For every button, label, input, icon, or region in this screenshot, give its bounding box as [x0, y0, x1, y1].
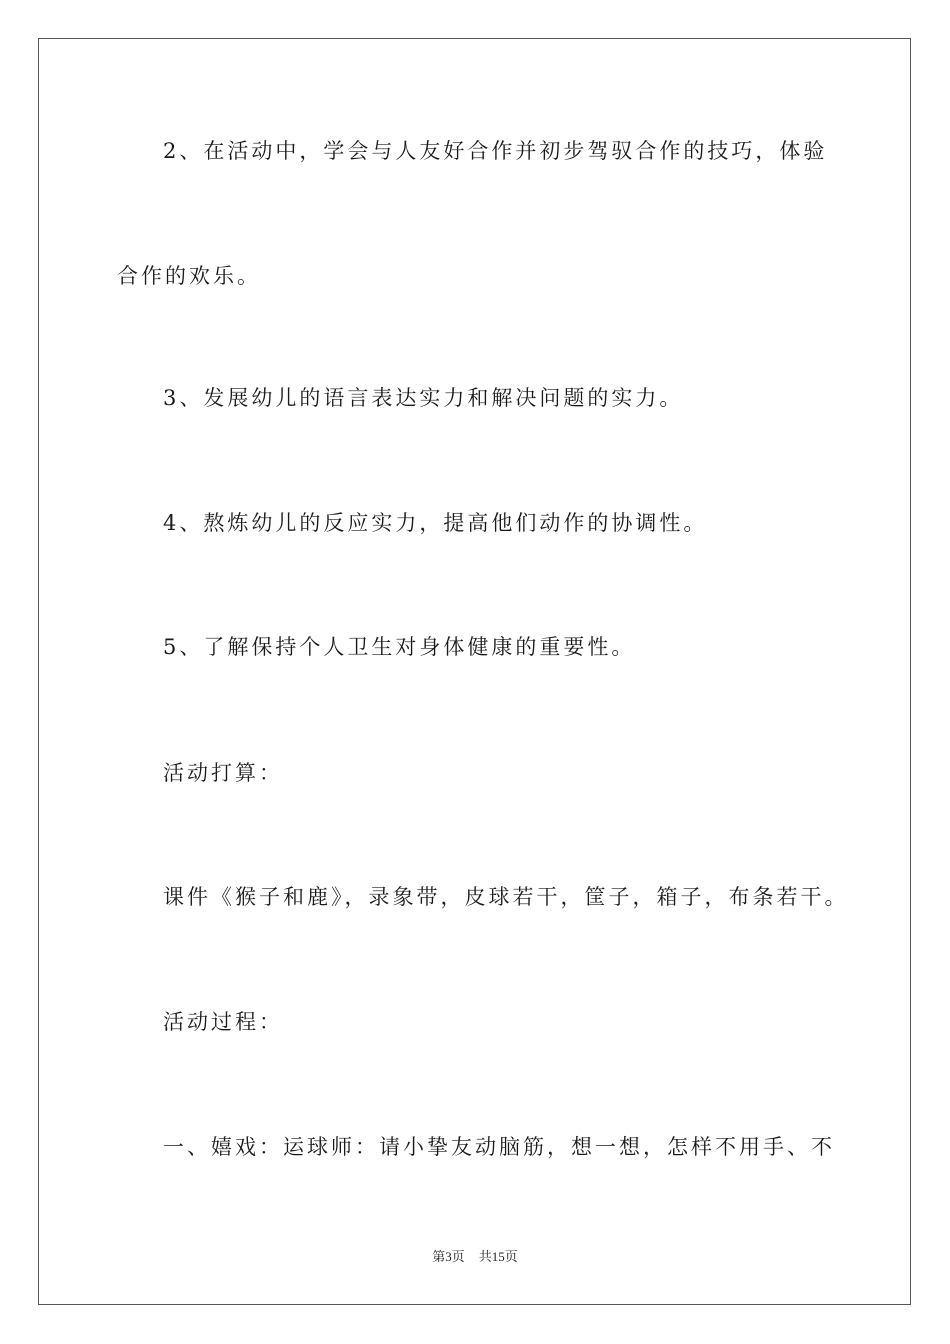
goal-2-line-1: 2、在活动中，学会与人友好合作并初步驾驭合作的技巧，体验	[163, 139, 828, 163]
goal-4: 4、熬炼幼儿的反应实力，提高他们动作的协调性。	[163, 511, 708, 535]
page-number: 第3页	[432, 1249, 465, 1264]
goal-5: 5、了解保持个人卫生对身体健康的重要性。	[163, 635, 636, 659]
page-total: 共15页	[478, 1249, 518, 1264]
process-step-1: 一、嬉戏：运球师：请小挚友动脑筋，想一想，怎样不用手、不	[163, 1135, 835, 1159]
preparation-materials: 课件《猴子和鹿》，录象带，皮球若干，筐子，箱子，布条若干。	[163, 885, 849, 909]
goal-2-line-2: 合作的欢乐。	[117, 264, 261, 288]
section-heading-process: 活动过程：	[163, 1010, 283, 1034]
page-border	[38, 38, 911, 1305]
goal-3: 3、发展幼儿的语言表达实力和解决问题的实力。	[163, 386, 684, 410]
page-footer	[0, 1246, 950, 1265]
section-heading-preparation: 活动打算：	[163, 761, 283, 785]
